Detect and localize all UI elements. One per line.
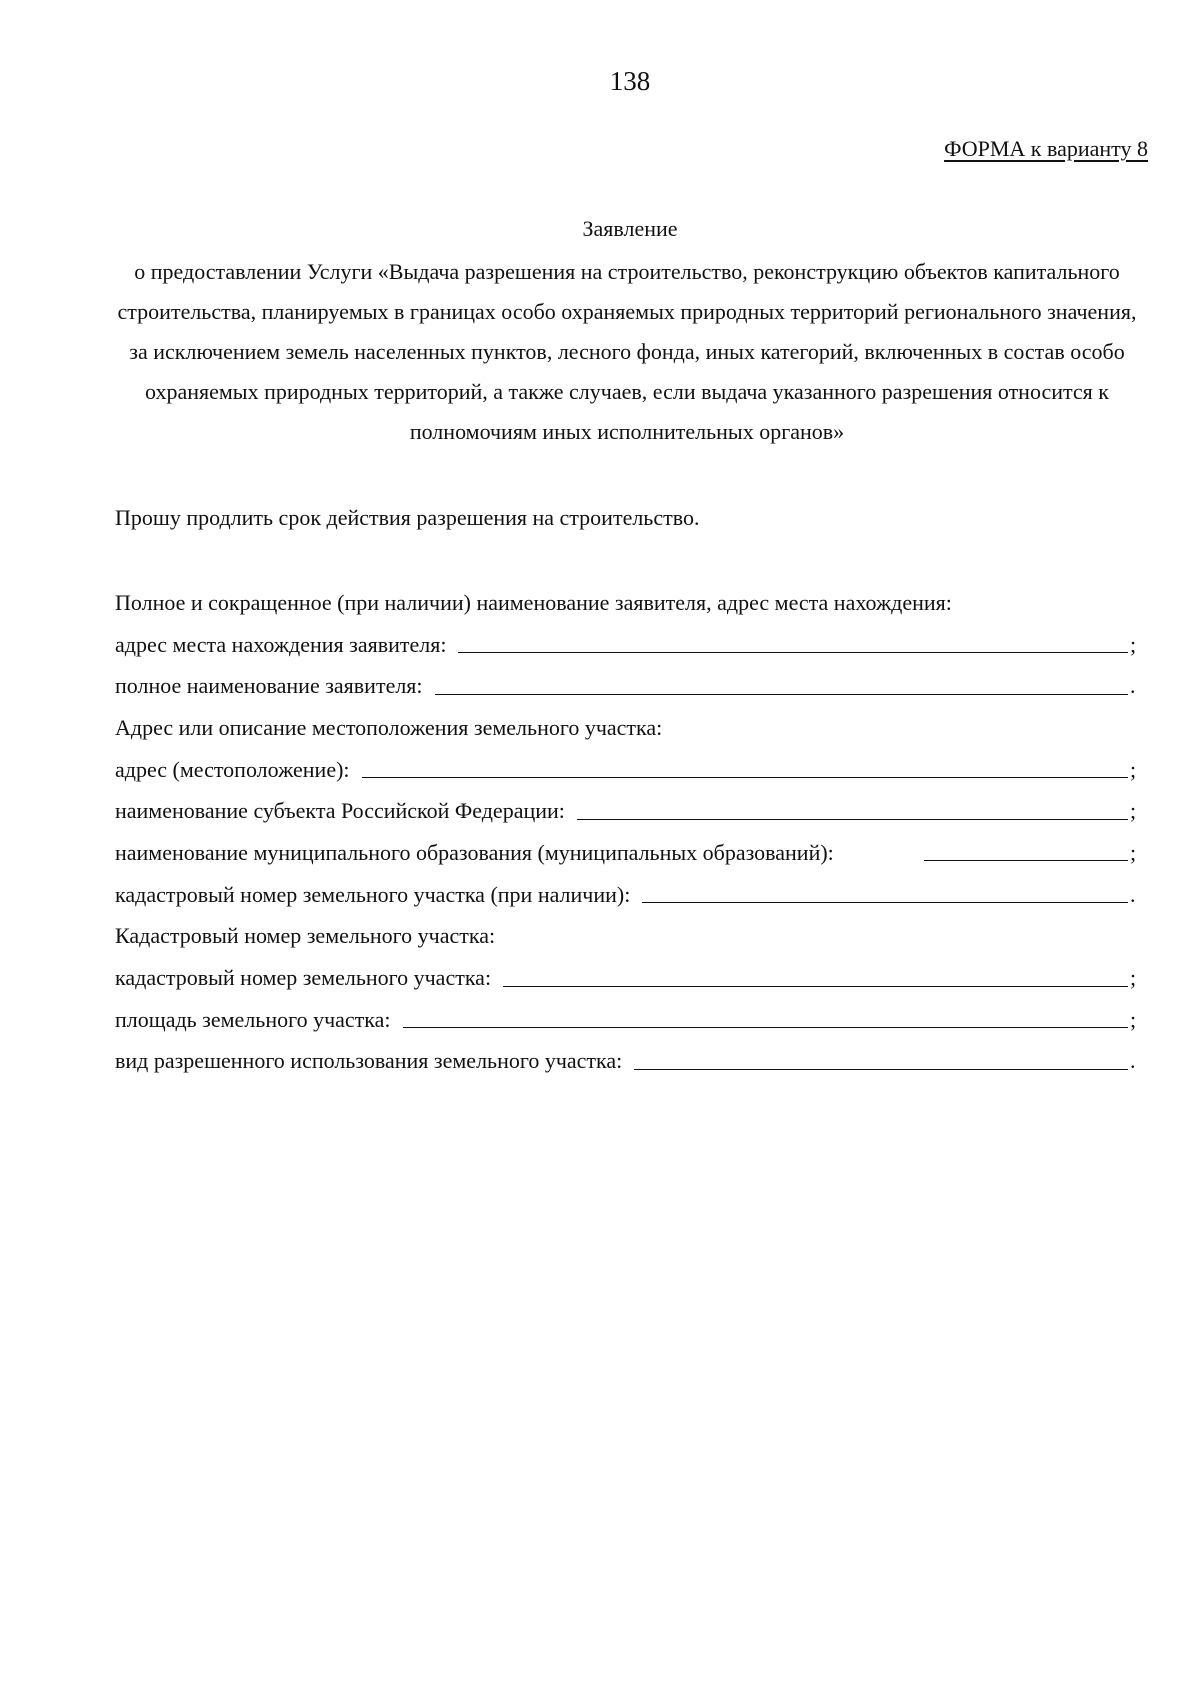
field-punctuation: . bbox=[1130, 1048, 1136, 1074]
field-applicant-full-name[interactable] bbox=[115, 665, 1138, 707]
field-punctuation: ; bbox=[1130, 631, 1137, 657]
section-applicant bbox=[115, 582, 1138, 624]
section-label: Адрес или описание местоположения земельного участка: bbox=[115, 714, 663, 740]
field-label: вид разрешенного использования земельного участка: bbox=[115, 1048, 623, 1074]
field-plot-area[interactable] bbox=[115, 999, 1138, 1041]
document-heading: Заявление bbox=[582, 216, 678, 241]
section-cadastral-number bbox=[115, 916, 1138, 958]
section-land-plot-location bbox=[115, 707, 1138, 749]
field-label: кадастровый номер земельного участка: bbox=[115, 965, 492, 991]
plot-area-input[interactable] bbox=[403, 1001, 1128, 1028]
page-number: 138 bbox=[609, 66, 651, 96]
applicant-address-input[interactable] bbox=[458, 626, 1128, 653]
form-reference: ФОРМА к варианту 8 bbox=[944, 136, 1148, 161]
location-address-input[interactable] bbox=[362, 751, 1128, 778]
cadastral-number-input[interactable] bbox=[503, 960, 1128, 987]
document-subtitle: о предоставлении Услуги «Выдача разрешения на строительство, реконструкцию объектов капитального строительства, планируемых в границах особо охраняемых природных территорий регионального значения, за исключением земель населенных пунктов, лесного фонда, иных категорий, включенных в состав особо охраняемых природных территорий, а также случаев, если выдача указанного разрешения относится к полномочиям иных исполнительных органов» bbox=[117, 259, 1137, 444]
field-label: кадастровый номер земельного участка (при наличии): bbox=[115, 881, 631, 907]
field-punctuation: . bbox=[1130, 881, 1136, 907]
field-punctuation: ; bbox=[1130, 798, 1137, 824]
field-label: наименование субъекта Российской Федерации: bbox=[115, 798, 565, 824]
request-text: Прошу продлить срок действия разрешения на строительство. bbox=[115, 505, 700, 530]
field-cadastral-number-optional[interactable] bbox=[115, 874, 1138, 916]
field-punctuation: ; bbox=[1130, 839, 1137, 865]
field-punctuation: ; bbox=[1130, 756, 1137, 782]
field-label: наименование муниципального образования (муниципальных образований): bbox=[115, 839, 834, 865]
field-permitted-use[interactable] bbox=[115, 1041, 1138, 1083]
federal-subject-input[interactable] bbox=[577, 793, 1128, 820]
field-label: адрес (местоположение): bbox=[115, 756, 350, 782]
field-location-address[interactable] bbox=[115, 749, 1138, 791]
field-label: полное наименование заявителя: bbox=[115, 673, 423, 699]
field-label: площадь земельного участка: bbox=[115, 1006, 391, 1032]
section-label: Полное и сокращенное (при наличии) наименование заявителя, адрес места нахождения: bbox=[115, 589, 952, 615]
field-applicant-address[interactable] bbox=[115, 624, 1138, 666]
field-punctuation: ; bbox=[1130, 965, 1137, 991]
field-cadastral-number[interactable] bbox=[115, 957, 1138, 999]
field-punctuation: . bbox=[1130, 673, 1136, 699]
field-punctuation: ; bbox=[1130, 1006, 1137, 1032]
municipality-input[interactable] bbox=[924, 834, 1128, 861]
section-label: Кадастровый номер земельного участка: bbox=[115, 923, 496, 949]
field-municipality[interactable] bbox=[115, 832, 1138, 874]
field-federal-subject[interactable] bbox=[115, 790, 1138, 832]
application-fields bbox=[115, 582, 1138, 1082]
field-label: адрес места нахождения заявителя: bbox=[115, 631, 447, 657]
permitted-use-input[interactable] bbox=[634, 1043, 1128, 1070]
applicant-full-name-input[interactable] bbox=[435, 668, 1128, 695]
cadastral-number-optional-input[interactable] bbox=[642, 876, 1128, 903]
